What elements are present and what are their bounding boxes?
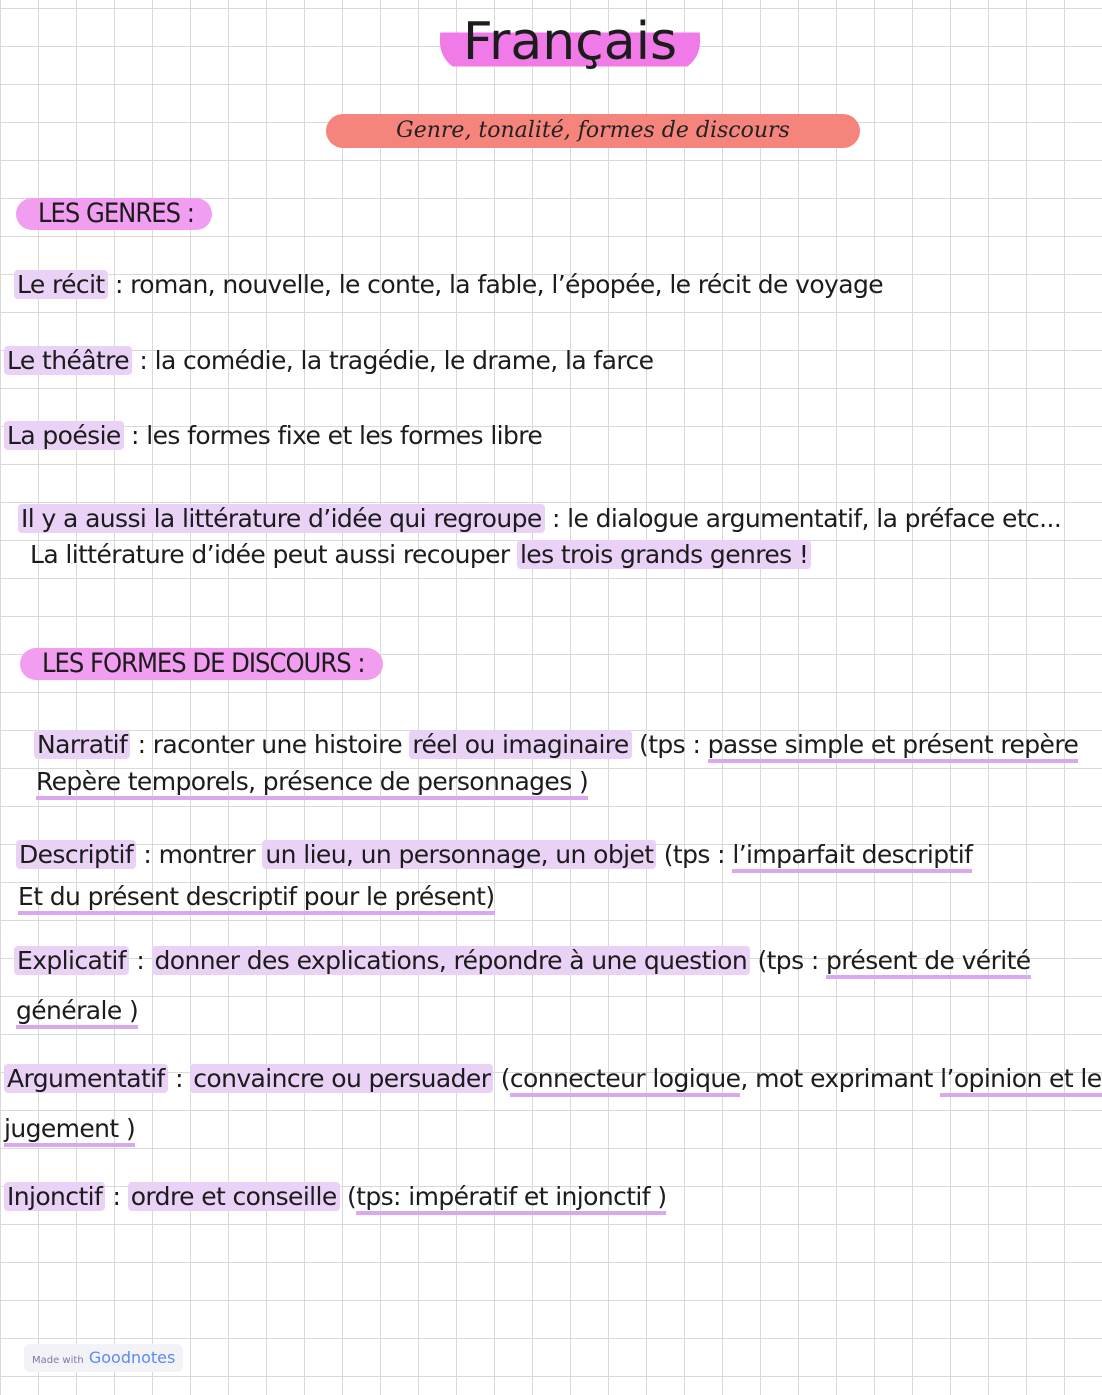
explicatif-line-2: [16, 994, 138, 1028]
genre-theatre-line: [4, 344, 653, 378]
genres-heading: LES GENRES :: [16, 198, 212, 230]
idee-line-1: [18, 502, 1061, 536]
injonctif-underline: tps: impératif et injonctif ): [356, 1182, 666, 1215]
trois-genres-highlight: les trois grands genres !: [517, 540, 811, 569]
argumentatif-text-b: (: [493, 1064, 510, 1093]
injonctif-highlight: ordre et conseille: [128, 1182, 340, 1211]
injonctif-text-b: (: [339, 1182, 357, 1211]
narratif-line-1: [34, 728, 1078, 762]
idee-line-2: [30, 538, 811, 572]
explicatif-text-a: :: [128, 946, 152, 975]
badge-brand: Goodnotes: [88, 1348, 176, 1367]
idee-line1-rest: : le dialogue argumentatif, la préface etc...: [544, 504, 1062, 533]
narratif-highlight: réel ou imaginaire: [409, 730, 631, 759]
argumentatif-highlight: convaincre ou persuader: [190, 1064, 493, 1093]
argumentatif-text-a: :: [167, 1064, 191, 1093]
explicatif-highlight: donner des explications, répondre à une question: [152, 946, 751, 975]
argumentatif-line-2: [4, 1112, 135, 1146]
genre-recit-line: [14, 268, 883, 302]
argumentatif-line2-text: jugement ): [4, 1114, 135, 1147]
idee-highlight: Il y a aussi la littérature d’idée qui regroupe: [18, 504, 545, 533]
injonctif-text-a: :: [105, 1182, 128, 1211]
term-poesie: La poésie: [4, 421, 124, 450]
injonctif-line: [4, 1180, 666, 1214]
page-subtitle: Genre, tonalité, formes de discours: [326, 114, 860, 148]
explicatif-line2-text: générale ): [16, 996, 138, 1029]
term-recit: Le récit: [14, 270, 108, 299]
explicatif-line-1: [14, 944, 1031, 978]
genre-poesie-line: [4, 419, 542, 453]
narratif-line2-text: Repère temporels, présence de personnages ): [36, 767, 588, 800]
explicatif-text-b: (tps :: [750, 946, 827, 975]
descriptif-text-b: (tps :: [656, 840, 733, 869]
term-descriptif: Descriptif: [16, 840, 136, 869]
narratif-text-a: : raconter une histoire: [130, 730, 410, 759]
term-explicatif: Explicatif: [14, 946, 129, 975]
descriptif-text-a: : montrer: [136, 840, 263, 869]
descriptif-line-2: [18, 880, 495, 914]
argumentatif-underline: connecteur logique: [510, 1064, 740, 1097]
descriptif-underline: l’imparfait descriptif: [732, 840, 972, 873]
narratif-text-b: (tps :: [631, 730, 708, 759]
recit-definition: : roman, nouvelle, le conte, la fable, l’épopée, le récit de voyage: [107, 270, 883, 299]
term-theatre: Le théâtre: [4, 346, 132, 375]
descriptif-highlight: un lieu, un personnage, un objet: [262, 840, 656, 869]
narratif-underline: passe simple et présent repère: [708, 730, 1079, 763]
badge-made-with: Made with: [32, 1355, 84, 1366]
narratif-line-2: [36, 765, 588, 799]
term-argumentatif: Argumentatif: [4, 1064, 168, 1093]
term-injonctif: Injonctif: [4, 1182, 105, 1211]
idee-line2-start: La littérature d’idée peut aussi recouper: [30, 540, 517, 569]
theatre-definition: : la comédie, la tragédie, le drame, la farce: [132, 346, 654, 375]
discours-heading: LES FORMES DE DISCOURS :: [20, 648, 383, 680]
goodnotes-badge: [24, 1344, 183, 1372]
page-title: Français: [440, 6, 700, 72]
poesie-definition: : les formes fixe et les formes libre: [123, 421, 543, 450]
explicatif-underline: présent de vérité: [826, 946, 1031, 979]
argumentatif-text-c: , mot exprimant: [740, 1064, 941, 1093]
argumentatif-line-1: [4, 1062, 1102, 1096]
argumentatif-underline-2: l’opinion et le: [940, 1064, 1101, 1097]
descriptif-line2-text: Et du présent descriptif pour le présent): [18, 882, 495, 915]
term-narratif: Narratif: [34, 730, 130, 759]
descriptif-line-1: [16, 838, 972, 872]
